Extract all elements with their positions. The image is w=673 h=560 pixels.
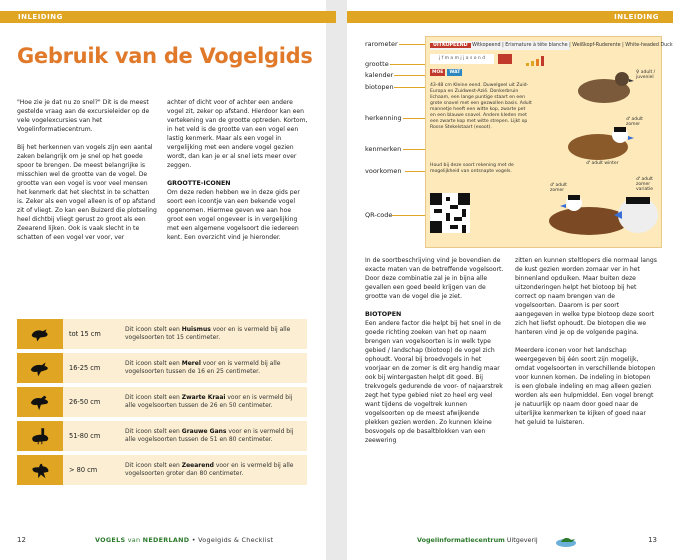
size-description: Dit icoon stelt een Zwarte Kraai voor en is vermeld bij alle vogelsoorten tussen de 26 en 50 centimeter. <box>125 394 293 409</box>
species-names: UITKOPEEND Witkopeend | Erismature à tête blanche | Weißkopf-Ruderente | White-headed Duck <box>430 41 570 50</box>
size-icons-table <box>17 319 307 489</box>
section-heading: GROOTTE-ICONEN <box>167 180 231 187</box>
publisher-logo <box>555 534 577 548</box>
page-number: 13 <box>648 536 657 544</box>
size-icon <box>498 54 512 64</box>
section-heading: BIOTOPEN <box>365 311 402 318</box>
page-title: Gebruik van de Vogelgids <box>17 44 313 68</box>
caption: ♂ adult winter <box>586 161 619 166</box>
size-description: Dit icoon stelt een Grauwe Gans voor en is vermeld bij alle vogelsoorten tussen de 51 en 80 centimeter. <box>125 428 294 443</box>
paragraph: zitten en kunnen steltlopers die normaal langs de kust gezien worden zomaar ver in het binnenland opduiken. Maar buiten deze uitzonderingen helpt het biotoop bij het correct op naam brengen van de vogelsoorten. Daarom is per soort aangegeven in welke type biotoop deze soort zich het liefst ophoudt. De biotopen die we hanteren vind je op de volgende pagina. <box>515 257 657 336</box>
caption: ♂ adult zomer <box>550 183 567 193</box>
label-rarometer: rarometer <box>365 40 398 48</box>
label-grootte: grootte <box>365 60 389 68</box>
size-description: Dit icoon stelt een Zeearend voor en is vermeld bij alle vogelsoorten groter dan 80 centimeter. <box>125 462 294 477</box>
species-card <box>425 36 673 248</box>
size-row <box>17 387 307 417</box>
size-label: 26-50 cm <box>69 398 101 406</box>
label-biotopen: biotopen <box>365 83 394 91</box>
left-page <box>0 0 326 560</box>
size-description: Dit icoon stelt een Huismus voor en is vermeld bij alle vogelsoorten tot 15 centimeter. <box>125 326 291 341</box>
size-label: 51-80 cm <box>69 432 101 440</box>
size-row <box>17 353 307 383</box>
size-description: Dit icoon stelt een Merel voor en is vermeld bij alle vogelsoorten tussen de 16 en 25 centimeter. <box>125 360 281 375</box>
leader-line <box>394 75 426 76</box>
footer-title: VOGELS van NEDERLAND • Vogelgids & Checklist <box>95 536 274 544</box>
size-row <box>17 421 307 451</box>
left-column-1 <box>17 98 157 251</box>
label-voorkomen: voorkomen <box>365 167 402 175</box>
section-band: INLEIDING <box>347 11 673 23</box>
eagle-icon <box>17 455 63 485</box>
size-label: > 80 cm <box>69 466 98 474</box>
leader-line <box>403 149 427 150</box>
paragraph: In de soortbeschrijving vind je bovendien de exacte maten van de betreffende vogelsoort. Door deze combinatie zal je in bijna alle gevallen een goed beeld krijgen van de grootte van de vogel die je ziet. <box>365 257 504 300</box>
label-kenmerken: kenmerken <box>365 145 402 153</box>
size-row <box>17 455 307 485</box>
caption: ♀ adult / juveniel <box>636 70 656 80</box>
leader-line <box>403 118 427 119</box>
occurrence-text: Houd bij deze soort rekening met de mogelijkheid van ontsnapte vogels. <box>430 163 514 174</box>
goose-icon <box>17 421 63 451</box>
sparrow-icon <box>17 319 63 349</box>
size-label: tot 15 cm <box>69 330 101 338</box>
habitat-badges: MOE WAT <box>432 70 461 75</box>
section-band: INLEIDING <box>0 11 336 23</box>
species-description: 43-48 cm Kleine eend. Duwelgeel uit Zuid-Europa en Zuidwest-Azië. Donkerbruin lichaam, een lange puntige staart en een grote snavel met een gezwollen basis. Adult mannetje heeft een witte kop, zwarte pet en een blauwe snavel. Andere kleden met een zwarte kop met witte strepen. Lijkt op Rosse Stekelstaart (exoot). <box>430 83 532 130</box>
label-kalender: kalender <box>365 71 394 79</box>
caption: ♂ adult zomer variatie <box>636 177 654 192</box>
paragraph: Bij het herkennen van vogels zijn een aantal zaken belangrijk om je snel op het goede spoor te brengen. De meest belangrijke is misschien wel de grootte van de vogel. De grootte van een vogel is voor veel mensen het kenmerk dat het slechtst in te schatten is. Zeker als een vogel alleen is of op afstand zit of vliegt. Zo kan een Buizerd die plotseling heel dichtbij vliegt gerust zo groot als een Zeearend lijken. Ook is vaak slecht in te schatten of een vogel ver voor, ver <box>17 144 157 241</box>
blackbird-icon <box>17 353 63 383</box>
leader-line <box>390 64 426 65</box>
publisher-footer: Vogelinformatiecentrum Uitgeverij <box>417 536 538 544</box>
right-column-1 <box>365 256 505 454</box>
paragraph: Meerdere iconen voor het landschap weergegeven bij één soort zijn mogelijk, omdat vogelsoorten in verschillende biotopen voor kunnen komen. De indeling in biotopen is een globale indeling en mag alleen gezien worden als een hulpmiddel. Een vogel brengt je natuurlijk op naam door goed naar de uiterlijke kenmerken te kijken of goed naar het geluid te luisteren. <box>515 347 656 426</box>
caption: ♂ adult zomer <box>626 117 643 127</box>
calendar: j f m a m j j a s o n d <box>430 54 494 64</box>
paragraph: "Hoe zie je dat nu zo snel?" Dit is de meest gestelde vraag aan de excursieleider op de vele vogelexcursies van het Vogelinformatiecentrum. <box>17 99 150 133</box>
crow-icon <box>17 387 63 417</box>
right-column-2 <box>515 256 657 436</box>
leader-line <box>392 215 426 216</box>
duck-illustrations <box>534 65 658 245</box>
paragraph: achter of dicht voor of achter een andere vogel zit, zeker op afstand. Hierdoor kan een vertekening van de grootte optreden. Kortom, in het veld is de grootte van een vogel een lastig kenmerk. Maar als een vogel in vergelijking met een andere vogel gezien wordt, dan kan je er al snel iets meer over zeggen. <box>167 99 308 169</box>
page-number: 12 <box>17 536 26 544</box>
leader-line <box>405 171 427 172</box>
size-row <box>17 319 307 349</box>
paragraph: Om deze reden hebben we in deze gids per soort een icoontje van een bekende vogel opgenomen. Hiermee geven we aan hoe groot een vogel ongeveer is in vergelijking met een algemene vogelsoort die iedereen kent. Een overzicht vind je hieronder. <box>167 189 300 241</box>
paragraph: Een andere factor die helpt bij het snel in de goede richting zoeken van het op naam brengen van vogelsoorten is in welk type gebied / landschap (biotoop) de vogel zich ophoudt. Vooral bij broedvogels in het voorjaar en de zomer is dit erg handig maar ook bij wintergasten helpt dit goed. Bij trekvogels gedurende de voor- of najaarstrek zegt het type gebied niet zo heel erg veel want tijdens de vogeltrek kunnen vogelsoorten op de meest afwijkende plekken gezien worden. Zo kunnen kleine bosvogels op de basaltblokken van een zeewering <box>365 320 503 444</box>
size-label: 16-25 cm <box>69 364 101 372</box>
leader-line <box>394 87 426 88</box>
right-page <box>347 0 673 560</box>
label-herkenning: herkenning <box>365 114 402 122</box>
label-qr: QR-code <box>365 211 393 219</box>
left-column-2 <box>167 98 309 251</box>
qr-code <box>430 193 470 233</box>
